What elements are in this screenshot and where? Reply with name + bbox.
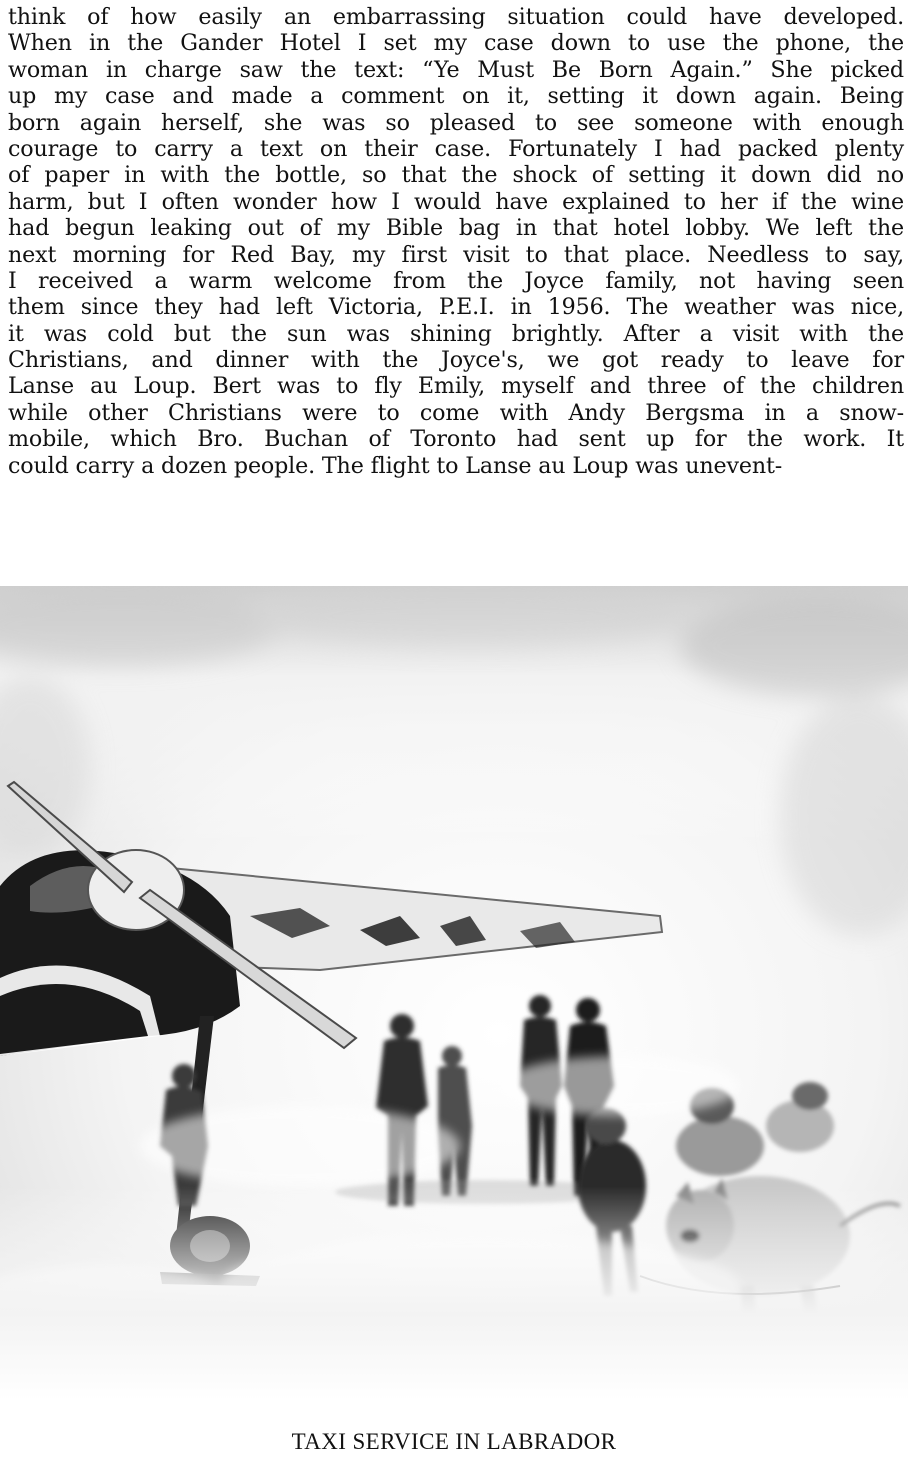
text-line: harm, but I often wonder how I would have explained to her if the wine <box>8 188 904 215</box>
snow-ground <box>0 1186 908 1400</box>
body-text <box>8 4 904 479</box>
text-line: them since they had left Victoria, P.E.I. in 1956. The weather was nice, <box>8 294 904 321</box>
text-line: Christians, and dinner with the Joyce's, we got ready to leave for <box>8 347 904 374</box>
text-line: Lanse au Loup. Bert was to fly Emily, myself and three of the children <box>8 373 904 400</box>
text-line: born again herself, she was so pleased to see someone with enough <box>8 109 904 136</box>
text-line: When in the Gander Hotel I set my case down to use the phone, the <box>8 30 904 57</box>
text-line: next morning for Red Bay, my first visit to that place. Needless to say, <box>8 241 904 268</box>
photo-taxi-service <box>0 586 908 1400</box>
text-line: could carry a dozen people. The flight to Lanse au Loup was unevent- <box>8 452 783 479</box>
photo-caption: TAXI SERVICE IN LABRADOR <box>291 1429 617 1454</box>
text-line: of paper in with the bottle, so that the shock of setting it down did no <box>8 162 904 189</box>
text-line: mobile, which Bro. Buchan of Toronto had sent up for the work. It <box>8 426 904 453</box>
text-line: it was cold but the sun was shining brightly. After a visit with the <box>8 320 904 347</box>
text-line: courage to carry a text on their case. Fortunately I had packed plenty <box>8 135 904 162</box>
text-line: had begun leaking out of my Bible bag in that hotel lobby. We left the <box>8 215 904 242</box>
text-line: up my case and made a comment on it, setting it down again. Being <box>8 83 904 110</box>
text-line: I received a warm welcome from the Joyce family, not having seen <box>8 267 904 294</box>
text-line: woman in charge saw the text: “Ye Must Be Born Again.” She picked <box>8 56 904 83</box>
text-line: think of how easily an embarrassing situation could have developed. <box>8 4 904 30</box>
text-line: while other Christians were to come with Andy Bergsma in a snow- <box>8 399 904 426</box>
